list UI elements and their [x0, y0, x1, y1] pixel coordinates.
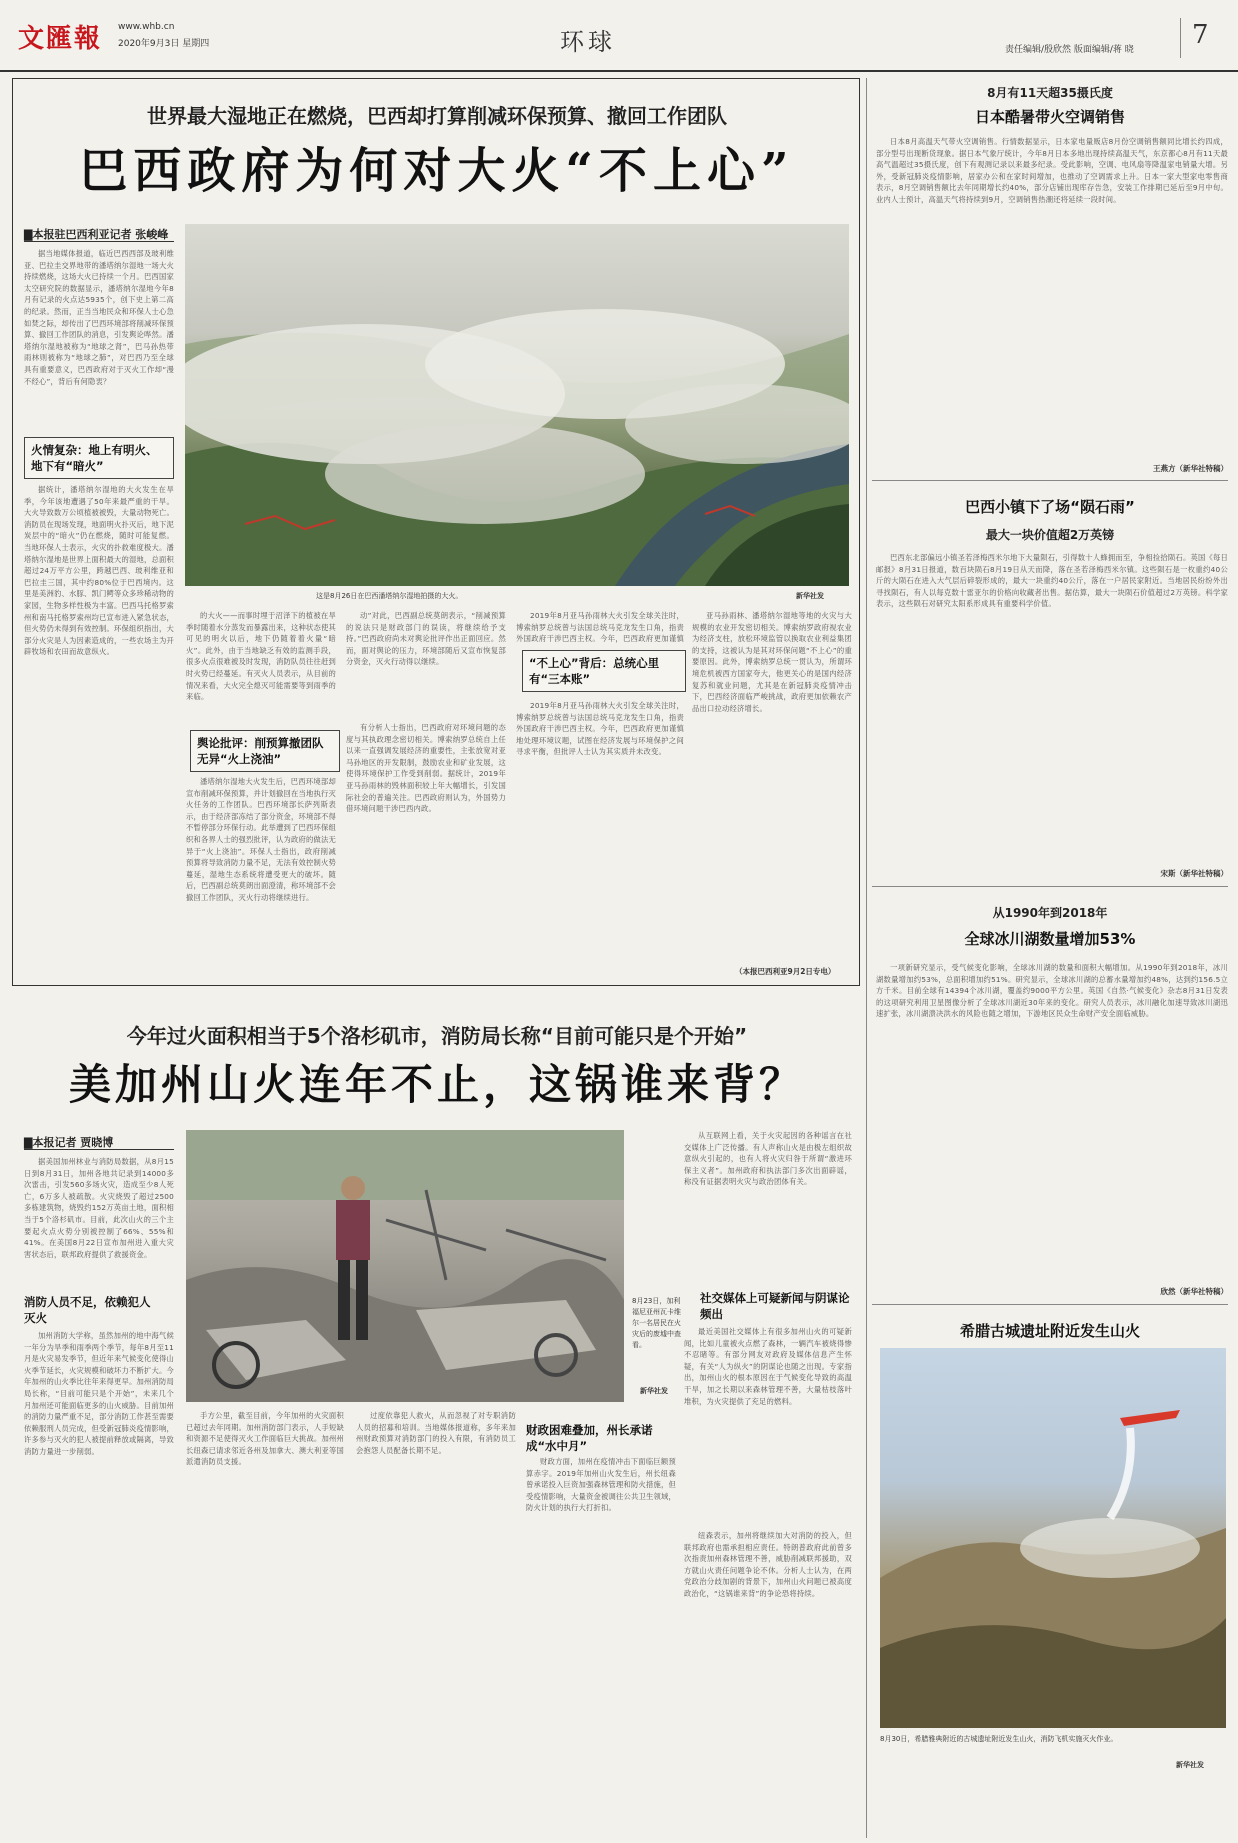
article2-byline: ▇本报记者 贾晓博: [24, 1136, 114, 1149]
byline-rule: [24, 241, 174, 242]
article1-subhead2: 舆论批评：削预算撤团队无异“火上浇油”: [190, 730, 340, 772]
sidebar-rule-2: [872, 886, 1228, 887]
article1-subhead3: “不上心”背后：总统心里有“三本账”: [522, 650, 686, 692]
sidebar-story4-headline: 希腊古城遗址附近发生山火: [959, 1322, 1140, 1340]
sidebar-story1-kicker: 8月有11天超35摄氏度: [987, 86, 1113, 100]
sidebar-story1-headline: 日本酷暑带火空调销售: [974, 108, 1125, 126]
article2-photo-credit: 新华社发: [640, 1387, 668, 1395]
article2-headline: 美加州山火连年不止，这锅谁来背？: [68, 1060, 805, 1109]
article2-kicker: 今年过火面积相当于5个洛杉矶市，消防局长称“目前可能只是个开始”: [126, 1024, 748, 1048]
article1-col3b: 有分析人士指出，巴西政府对环境问题的态度与其执政理念密切相关。博索纳罗总统自上任以来一直强调发展经济的重要性，主张放宽对亚马孙地区的开发限制，鼓励农业和矿业发展，这使得环境保护工作受到削弱。据统计，2019年亚马孙雨林的毁林面积较上年大幅增长，引发国际社会的普遍关注。巴西政府则认为，外国势力借环境问题干涉巴西内政。: [346, 723, 506, 814]
article1-col2b: 潘塔纳尔湿地大火发生后，巴西环境部却宣布削减环保预算，并计划撤回在当地执行灭火任务的工作团队。巴西环境部长萨列斯表示，由于经济部冻结了部分资金，环境部不得不暂停部分环保行动。此举遭到了巴西环保组织和各界人士的强烈批评，认为政府的做法无异于“火上浇油”。环保人士指出，政府削减预算将导致消防力量不足，无法有效控制火势蔓延，湿地生态系统将遭受更大的破坏。随后，巴西副总统莫朗出面澄清，称环境部不会撤回工作团队，灭火行动将继续进行。: [186, 777, 336, 902]
sidebar-story2-headline: 最大一块价值超2万英镑: [985, 528, 1115, 542]
masthead-editors: 责任编辑/殷欣然 版面编辑/蒋 晓: [1005, 45, 1134, 55]
article2-col5b: 纽森表示，加州将继续加大对消防的投入，但联邦政府也需承担相应责任。特朗普政府此前曾多次指责加州森林管理不善，威胁削减联邦援助，双方就山火责任问题争论不休。分析人士认为，在两党政治分歧加剧的背景下，加州山火问题已被高度政治化，“这锅谁来背”的争论恐将持续。: [684, 1531, 852, 1598]
fire-ruins-photo: [186, 1130, 624, 1402]
article1-col4-top: 2019年8月亚马孙雨林大火引发全球关注时，博索纳罗总统曾与法国总统马克龙发生口角，指责外国政府干涉巴西主权。今年，巴西政府更加谨慎: [516, 611, 684, 644]
sidebar-divider: [866, 78, 867, 1838]
article1-kicker: 世界最大湿地正在燃烧，巴西却打算削减环保预算、撤回工作团队: [147, 104, 727, 128]
masthead-divider: [1180, 18, 1181, 58]
sidebar-rule-1: [872, 480, 1228, 481]
sidebar-story3-text: 一项新研究显示，受气候变化影响，全球冰川湖的数量和面积大幅增加。从1990年到2018年，冰川湖数量增加约53%，总面积增加约51%。研究显示，全球冰川湖的总蓄水量增加约48%，达到约156.5立方千米。目前全球有14394个冰川湖，覆盖约9000平方公里。英国《自然·气候变化》杂志8月31日发表的这项研究利用卫星图像分析了全球冰川湖近30年来的变化。研究人员表示，冰川融化加速导致冰川湖迅速扩张，冰川湖溃决洪水的风险也随之增加，下游地区民众生命财产安全面临威胁。: [876, 963, 1228, 1019]
sidebar-story4-caption: 8月30日，希腊雅典附近的古城遗址附近发生山火，消防飞机实施灭火作业。: [880, 1735, 1118, 1743]
section-title: 环球: [560, 28, 616, 56]
article2-subhead3: 财政困难叠加，州长承诺成“水中月”: [526, 1423, 653, 1453]
page-number: 7: [1192, 20, 1209, 50]
article1-col5: 亚马孙雨林、潘塔纳尔湿地等地的火灾与大规模的农业开发密切相关。博索纳罗政府视农业为经济支柱，放松环境监管以换取农业利益集团的支持，这被认为是其对环保问题“不上心”的重要原因。此外，博索纳罗总统一贯认为，所谓环境危机被西方国家夸大，他更关心的是国内经济复苏和就业问题，尤其是在新冠肺炎疫情冲击下，巴西经济面临严峻挑战，政府更加依赖农产品出口拉动经济增长。: [692, 611, 852, 713]
article2-col1b: 加州消防大学称，虽然加州的地中海气候一年分为旱季和雨季两个季节，每年8月至11月是火灾易发季节，但近年来气候变化使得山火季节延长，火灾规模和破坏力不断扩大。今年加州的山火季比往年来得更早。加州消防局局长称，“目前可能只是个开始”，未来几个月加州还可能面临更多的山火威胁。目前加州的消防力量严重不足，部分消防工作甚至需要依赖服刑人员完成，但受新冠肺炎疫情影响，许多参与灭火的犯人被提前释放或隔离，导致消防力量进一步削弱。: [24, 1331, 174, 1456]
article2-col1: 据美国加州林业与消防局数据，从8月15日到8月31日，加州各地共记录到14000多次雷击，引发560多场火灾，造成至少8人死亡，6万多人被疏散。火灾烧毁了超过2500多栋建筑物，烧毁约152万英亩土地，面积相当于5个洛杉矶市。目前，此次山火的三个主要起火点火势分别被控制了66%、55%和41%。在美国8月22日宣布加州进入重大灾害状态后，联邦政府提供了救援资金。: [24, 1157, 174, 1259]
sidebar-story3-headline: 全球冰川湖数量增加53%: [964, 930, 1136, 948]
article1-col1b: 据统计，潘塔纳尔湿地的大火发生在旱季，今年该地遭遇了50年来最严重的干旱。大火导致数万公顷植被被毁，大量动物死亡。消防员在现场发现，地面明火扑灭后，地下泥炭层中的“暗火”仍在燃烧，随时可能复燃。当地环保人士表示，火灾的扑救难度极大。潘塔纳尔湿地是世界上面积最大的湿地，总面积超过24万平方公里，跨越巴西、玻利维亚和巴拉圭三国，其中约80%位于巴西境内。这里是美洲豹、水豚、凯门鳄等众多珍稀动物的家园，生物多样性极为丰富。巴西马托格罗索州和南马托格罗索州均已宣布进入紧急状态，但火势仍未得到有效控制。环保组织指出，大部分火灾是人为因素造成的，一些农场主为开辟牧场和农田而故意纵火。: [24, 485, 174, 657]
article2-col4b: 财政方面，加州在疫情冲击下面临巨额预算赤字。2019年加州山火发生后，州长纽森曾承诺投入巨资加强森林管理和防火措施，但受疫情影响，大量资金被调往公共卫生领域，防火计划的执行大打折扣。: [526, 1457, 676, 1513]
sidebar-story2-text: 巴西东北部偏远小镇圣若泽梅西米尔地下大量陨石，引得数十人蜂拥而至，争相捡拾陨石。英国《每日邮报》8月31日报道，数百块陨石8月19日从天而降，落在圣若泽梅西米尔镇。这些陨石是一枚重约40公斤的大陨石在进入大气层后碎裂形成的，最大一块重约40公斤，落在一户居民家附近。当地居民纷纷外出寻找陨石，有人以每克数十雷亚尔的价格向收藏者出售。据估算，最大一块陨石价值超过2万英镑。科学家表示，这些陨石对研究太阳系形成具有重要科学价值。: [876, 553, 1228, 609]
article1-headline: 巴西政府为何对大火“不上心”: [79, 143, 795, 199]
greece-wildfire-photo: [880, 1348, 1226, 1728]
masthead-site: www.whb.cn: [118, 22, 175, 32]
article2-photo-caption: 8月23日，加利福尼亚州瓦卡维尔一名居民在火灾后的废墟中查看。: [632, 1297, 681, 1349]
article1-col2: 的大火——而事时埋于沼泽下的植被在旱季时随着水分蒸发而暴露出来，这种状态使其可见的明火以后，地下仍随着着火量“暗火”。此外，由于当地缺乏有效的监测手段，很多火点很难被及时发现，消防队员往往赶到时火势已经蔓延。有灭火人员表示，从目前的情况来看，大火完全熄灭可能需要等到雨季的来临。: [186, 611, 336, 702]
article2-col3: 过度依靠犯人救火，从而忽视了对专职消防人员的招募和培训。当地媒体报道称，多年来加州财政预算对消防部门的投入有限，有消防员工会抱怨人员配备长期不足。: [356, 1411, 516, 1455]
byline-rule-2: [24, 1149, 174, 1150]
article1-col4: 2019年8月亚马孙雨林大火引发全球关注时，博索纳罗总统曾与法国总统马克龙发生口角，指责外国政府干涉巴西主权。今年，巴西政府更加谨慎地处理环境议题，试图在经济发展与环境保护之间寻求平衡，但批评人士认为其实质并未改变。: [516, 701, 684, 757]
article1-col1: 据当地媒体报道，临近巴西西部及玻利维亚、巴拉圭交界地带的潘塔纳尔湿地一场大火持续燃烧，这场大火已持续一个月。巴西国家太空研究院的数据显示，潘塔纳尔湿地今年8月有记录的火点达5935个，创下史上第二高的纪录。然而，正当当地民众和环保人士心急如焚之际，却传出了巴西环境部将削减环保预算、撤回工作团队的消息，引发舆论哗然。潘塔纳尔湿地被称为“地球之肾”，巴马孙热带雨林则被称为“地球之肺”，对巴西乃至全球具有重要意义，巴西政府对于灭火工作却“漫不经心”，背后有何隐衷？: [24, 249, 174, 386]
masthead-date: 2020年9月3日 星期四: [118, 39, 210, 49]
sidebar-story1-author: 王燕方（新华社特稿）: [1153, 464, 1228, 473]
newspaper-logo: 文匯報: [18, 24, 103, 54]
article2-col2: 手方公里，截至目前，今年加州的火灾面积已超过去年同期。加州消防部门表示，人手短缺和资源不足使得灭火工作面临巨大挑战。加州州长纽森已请求邻近各州及加拿大、澳大利亚等国派遣消防员支援。: [186, 1411, 344, 1467]
article1-subhead1: 火情复杂：地上有明火、地下有“暗火”: [24, 437, 174, 479]
sidebar-story1-text: 日本8月高温天气带火空调销售。行情数据显示，日本家电量贩店8月份空调销售额同比增长约四成，部分型号出现断货现象。据日本气象厅统计，今年8月日本多地出现持续高温天气，东京都心8月有11天最高气温超过35摄氏度，创下有观测记录以来最多纪录。受此影响，空调、电风扇等降温家电销量大增。另外，受新冠肺炎疫情影响，居家办公和在家时间增加，也推动了空调需求上升。日本一家大型家电零售商表示，8月空调销售额比去年同期增长约40%，部分店铺出现库存告急，安装工作排期已延后至9月中旬。业内人士预计，高温天气将持续到9月，空调销售热潮还将延续一段时间。: [876, 137, 1228, 204]
sidebar-rule-3: [872, 1304, 1228, 1305]
article2-subhead1: 消防人员不足，依赖犯人灭火: [24, 1295, 151, 1325]
wildfire-aerial-photo: [185, 224, 849, 586]
article1-byline: ▇本报驻巴西利亚记者 张峻峰: [24, 228, 169, 241]
sidebar-story3-kicker: 从1990年到2018年: [992, 906, 1108, 920]
article1-photo-credit: 新华社发: [796, 592, 824, 600]
article1-col3: 动”对此，巴西副总统莫朗表示，“削减预算的说法只是财政部门的误读，将继续给予支持。”巴西政府尚未对舆论批评作出正面回应。然而，面对舆论的压力，环境部随后又宣布恢复部分资金，灭火行动得以继续。: [346, 611, 506, 667]
article1-photo-caption: 这是8月26日在巴西潘塔纳尔湿地拍摄的大火。: [316, 592, 463, 600]
article2-col4: 从互联网上看，关于火灾起因的各种谣言在社交媒体上广泛传播。有人声称山火是由极左组织故意纵火引起的，也有人将火灾归咎于所谓“激进环保主义者”。加州政府和执法部门多次出面辟谣，称没有证据表明火灾与政治团体有关。: [684, 1131, 852, 1187]
sidebar-story4-credit: 新华社发: [1176, 1761, 1204, 1769]
sidebar-story2-author: 宋斯（新华社特稿）: [1160, 869, 1228, 878]
sidebar-story2-kicker: 巴西小镇下了场“陨石雨”: [965, 498, 1135, 516]
article1-dateline: （本报巴西利亚9月2日专电）: [735, 967, 836, 976]
article2-col5: 最近美国社交媒体上有很多加州山火的可疑新闻，比如儿童被火点燃了森林，一辆汽车被烧得惨不忍睹等。有部分网友对政府及媒体信息产生怀疑，有关“人为纵火”的阴谋论也随之出现。专家指出，加州山火的根本原因在于气候变化导致的高温干旱，加之长期以来森林管理不善，大量枯枝落叶堆积，为火灾提供了充足的燃料。: [684, 1327, 852, 1406]
article2-subhead2: 社交媒体上可疑新闻与阴谋论频出: [700, 1291, 850, 1321]
sidebar-story3-author: 欣然（新华社特稿）: [1160, 1287, 1228, 1296]
